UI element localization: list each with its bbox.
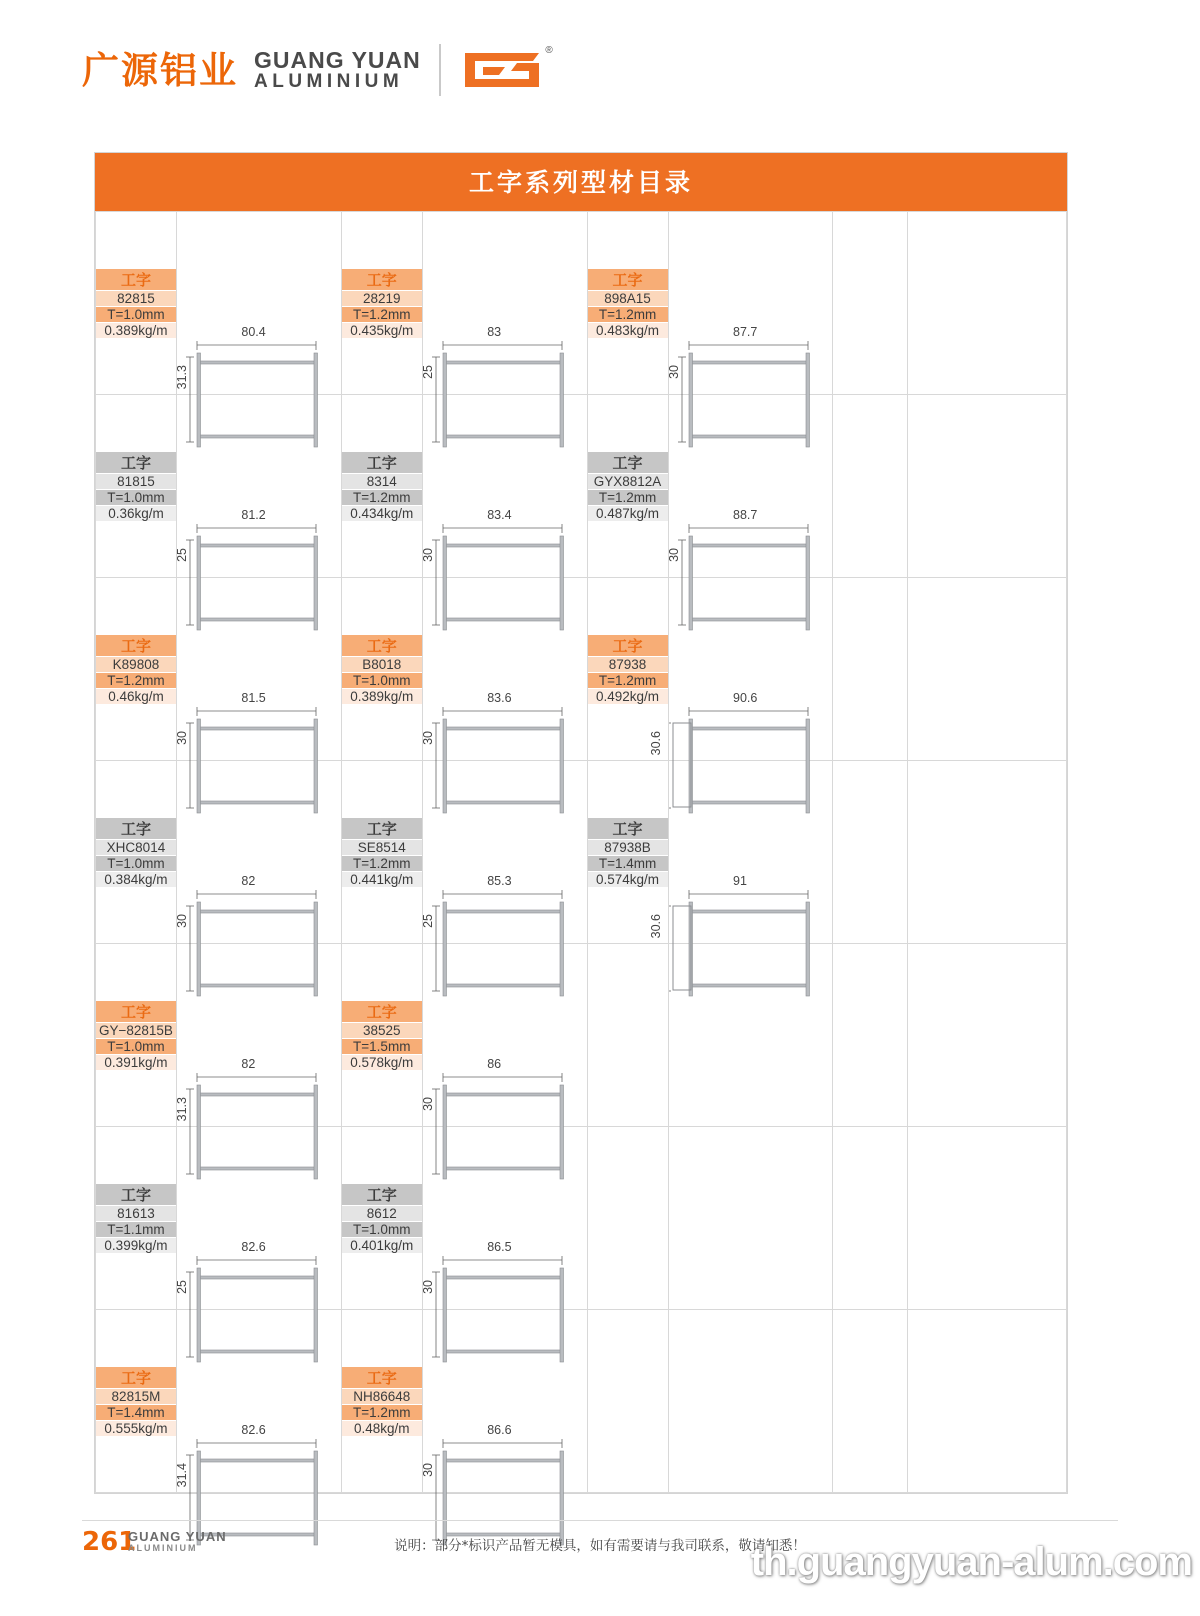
height-dimension: 25 [420, 914, 435, 928]
profile-type: 工字 [96, 1001, 176, 1023]
profile-drawing-cell [668, 1127, 833, 1310]
logo-divider [439, 44, 441, 96]
row-color-strip [833, 212, 908, 395]
profile-thickness: T=1.2mm [342, 1405, 422, 1421]
profile-label-cell [96, 395, 177, 578]
profile-type: 工字 [588, 269, 668, 291]
width-dimension: 91 [733, 874, 747, 888]
profile-label-cell [341, 212, 422, 395]
profile-code: B8018 [342, 657, 422, 673]
profile-type: 工字 [342, 818, 422, 840]
profile-label-cell [587, 1127, 668, 1310]
row-blank-cell [908, 1310, 1067, 1493]
profile-info [342, 1367, 422, 1436]
profile-label-cell [341, 1310, 422, 1493]
profile-code: SE8514 [342, 840, 422, 856]
profile-table [95, 211, 1067, 1493]
profile-type: 工字 [588, 452, 668, 474]
width-dimension: 83.6 [487, 691, 512, 705]
profile-code: 28219 [342, 291, 422, 307]
height-dimension: 30 [420, 1097, 435, 1111]
profile-code: 8314 [342, 474, 422, 490]
row-blank-cell [908, 761, 1067, 944]
profile-thickness: T=1.0mm [96, 1039, 176, 1055]
footer-logo-line1: GUANG YUAN [128, 1529, 227, 1544]
profile-drawing-cell [422, 212, 587, 395]
profile-thickness: T=1.2mm [342, 490, 422, 506]
row-color-strip [833, 1310, 908, 1493]
profile-thickness: T=1.2mm [342, 856, 422, 872]
profile-type: 工字 [342, 269, 422, 291]
profile-thickness: T=1.0mm [342, 673, 422, 689]
profile-code: GY−82815B [96, 1023, 176, 1039]
color-key-strip [833, 851, 907, 854]
profile-weight: 0.434kg/m [342, 506, 422, 521]
footer-divider [82, 1520, 1118, 1521]
color-key-strip [833, 485, 907, 488]
width-dimension: 81.5 [241, 691, 266, 705]
empty-cell [588, 1400, 668, 1403]
profile-thickness: T=1.2mm [342, 307, 422, 323]
profile-weight: 0.389kg/m [342, 689, 422, 704]
height-dimension: 30.6 [648, 731, 663, 756]
profile-label-cell [587, 944, 668, 1127]
profile-info [342, 452, 422, 521]
width-dimension: 85.3 [487, 874, 512, 888]
profile-label-cell [341, 578, 422, 761]
profile-info [96, 269, 176, 338]
profile-label-cell [341, 395, 422, 578]
profile-label-cell [96, 578, 177, 761]
width-dimension: 83.4 [487, 508, 512, 522]
width-dimension: 82.6 [241, 1240, 266, 1254]
width-dimension: 90.6 [733, 691, 758, 705]
profile-weight: 0.384kg/m [96, 872, 176, 887]
catalog-sheet [94, 152, 1068, 1494]
height-dimension: 25 [174, 1280, 189, 1294]
width-dimension: 86 [487, 1057, 502, 1071]
site-watermark: th.guangyuan-alum.com [750, 1540, 1192, 1584]
height-dimension: 25 [174, 548, 189, 562]
profile-type: 工字 [96, 1184, 176, 1206]
registered-mark: ® [545, 45, 553, 56]
profile-weight: 0.492kg/m [588, 689, 668, 704]
profile-weight: 0.574kg/m [588, 872, 668, 887]
height-dimension: 25 [420, 365, 435, 379]
profile-thickness: T=1.0mm [342, 1222, 422, 1238]
color-key-strip [833, 302, 907, 305]
empty-cell [588, 1217, 668, 1220]
footer-logo-line2: ALUMINIUM [128, 1543, 198, 1554]
profile-info [342, 818, 422, 887]
profile-type: 工字 [96, 269, 176, 291]
profile-drawing-cell [176, 212, 341, 395]
brand-name-cn: 广源铝业 [82, 48, 238, 92]
profile-weight: 0.441kg/m [342, 872, 422, 887]
profile-code: 87938 [588, 657, 668, 673]
profile-type: 工字 [588, 818, 668, 840]
profile-weight: 0.401kg/m [342, 1238, 422, 1253]
empty-cell [588, 1034, 668, 1037]
profile-info [96, 818, 176, 887]
profile-code: XHC8014 [96, 840, 176, 856]
profile-type: 工字 [96, 818, 176, 840]
row-color-strip [833, 1127, 908, 1310]
profile-info [588, 635, 668, 704]
profile-info [588, 818, 668, 887]
row-blank-cell [908, 395, 1067, 578]
profile-label-cell [341, 1127, 422, 1310]
profile-info [96, 635, 176, 704]
profile-drawing-cell [668, 212, 833, 395]
color-key-strip [833, 668, 907, 671]
profile-thickness: T=1.0mm [96, 856, 176, 872]
profile-weight: 0.399kg/m [96, 1238, 176, 1253]
profile-weight: 0.483kg/m [588, 323, 668, 338]
row-color-strip [833, 395, 908, 578]
profile-label-cell [96, 1310, 177, 1493]
profile-code: 38525 [342, 1023, 422, 1039]
profile-code: 87938B [588, 840, 668, 856]
brand-name-en [254, 48, 421, 92]
row-blank-cell [908, 578, 1067, 761]
profile-thickness: T=1.0mm [96, 490, 176, 506]
profile-info [342, 269, 422, 338]
height-dimension: 30 [174, 914, 189, 928]
color-key-strip [833, 1034, 907, 1037]
profile-code: K89808 [96, 657, 176, 673]
profile-info [96, 1001, 176, 1070]
profile-thickness: T=1.0mm [96, 307, 176, 323]
page-number: 261 [82, 1527, 137, 1557]
profile-thickness: T=1.4mm [588, 856, 668, 872]
width-dimension: 86.5 [487, 1240, 512, 1254]
profile-type: 工字 [96, 635, 176, 657]
profile-label-cell [96, 1127, 177, 1310]
profile-code: 82815M [96, 1389, 176, 1405]
height-dimension: 30 [174, 731, 189, 745]
catalog-title: 工字系列型材目录 [95, 153, 1067, 211]
profile-info [342, 1184, 422, 1253]
profile-thickness: T=1.5mm [342, 1039, 422, 1055]
width-dimension: 88.7 [733, 508, 758, 522]
profile-info [588, 269, 668, 338]
profile-thickness: T=1.2mm [588, 307, 668, 323]
row-color-strip [833, 578, 908, 761]
profile-info [96, 452, 176, 521]
profile-code: 82815 [96, 291, 176, 307]
profile-code: 81815 [96, 474, 176, 490]
row-color-strip [833, 944, 908, 1127]
profile-weight: 0.48kg/m [342, 1421, 422, 1436]
profile-thickness: T=1.1mm [96, 1222, 176, 1238]
profile-code: 8612 [342, 1206, 422, 1222]
profile-info [96, 1367, 176, 1436]
width-dimension: 87.7 [733, 325, 758, 339]
width-dimension: 82.6 [241, 1423, 266, 1437]
profile-weight: 0.487kg/m [588, 506, 668, 521]
profile-thickness: T=1.2mm [588, 490, 668, 506]
profile-label-cell [587, 212, 668, 395]
brand-logo [82, 44, 553, 96]
height-dimension: 30 [420, 731, 435, 745]
profile-weight: 0.46kg/m [96, 689, 176, 704]
profile-weight: 0.555kg/m [96, 1421, 176, 1436]
brand-en-line1: GUANG YUAN [254, 46, 421, 73]
height-dimension: 30 [666, 365, 681, 379]
width-dimension: 80.4 [241, 325, 266, 339]
height-dimension: 30 [666, 548, 681, 562]
profile-thickness: T=1.2mm [588, 673, 668, 689]
color-key-strip [833, 1217, 907, 1220]
gr-monogram-icon [459, 45, 553, 93]
row-color-strip [833, 761, 908, 944]
profile-label-cell [587, 1310, 668, 1493]
table-row [96, 212, 1067, 395]
row-blank-cell [908, 212, 1067, 395]
profile-type: 工字 [342, 635, 422, 657]
height-dimension: 30 [420, 1463, 435, 1477]
width-dimension: 83 [487, 325, 502, 339]
height-dimension: 30.6 [648, 914, 663, 939]
color-key-strip [833, 1400, 907, 1403]
profile-type: 工字 [342, 1184, 422, 1206]
profile-code: 81613 [96, 1206, 176, 1222]
height-dimension: 31.3 [174, 1097, 189, 1122]
profile-type: 工字 [342, 1001, 422, 1023]
profile-type: 工字 [96, 452, 176, 474]
profile-code: NH86648 [342, 1389, 422, 1405]
width-dimension: 86.6 [487, 1423, 512, 1437]
profile-weight: 0.389kg/m [96, 323, 176, 338]
width-dimension: 81.2 [241, 508, 266, 522]
profile-label-cell [96, 761, 177, 944]
height-dimension: 31.4 [174, 1463, 189, 1488]
profile-type: 工字 [342, 1367, 422, 1389]
row-blank-cell [908, 1127, 1067, 1310]
profile-weight: 0.391kg/m [96, 1055, 176, 1070]
height-dimension: 30 [420, 1280, 435, 1294]
height-dimension: 30 [420, 548, 435, 562]
profile-label-cell [96, 944, 177, 1127]
profile-weight: 0.36kg/m [96, 506, 176, 521]
profile-type: 工字 [588, 635, 668, 657]
width-dimension: 82 [241, 1057, 256, 1071]
width-dimension: 82 [241, 874, 256, 888]
profile-code: GYX8812A [588, 474, 668, 490]
profile-info [342, 635, 422, 704]
profile-drawing-cell [668, 1310, 833, 1493]
profile-label-cell [96, 212, 177, 395]
profile-info [96, 1184, 176, 1253]
row-blank-cell [908, 944, 1067, 1127]
profile-weight: 0.578kg/m [342, 1055, 422, 1070]
profile-label-cell [587, 395, 668, 578]
profile-label-cell [341, 761, 422, 944]
profile-thickness: T=1.4mm [96, 1405, 176, 1421]
profile-thickness: T=1.2mm [96, 673, 176, 689]
profile-weight: 0.435kg/m [342, 323, 422, 338]
profile-info [342, 1001, 422, 1070]
profile-code: 898A15 [588, 291, 668, 307]
profile-type: 工字 [342, 452, 422, 474]
profile-label-cell [341, 944, 422, 1127]
profile-type: 工字 [96, 1367, 176, 1389]
footer-note: 说明：部分*标识产品暂无模具，如有需要请与我司联系，敬请知悉！ [394, 1538, 806, 1554]
brand-en-line2: ALUMINIUM [254, 71, 404, 93]
profile-info [588, 452, 668, 521]
height-dimension: 31.3 [174, 365, 189, 390]
